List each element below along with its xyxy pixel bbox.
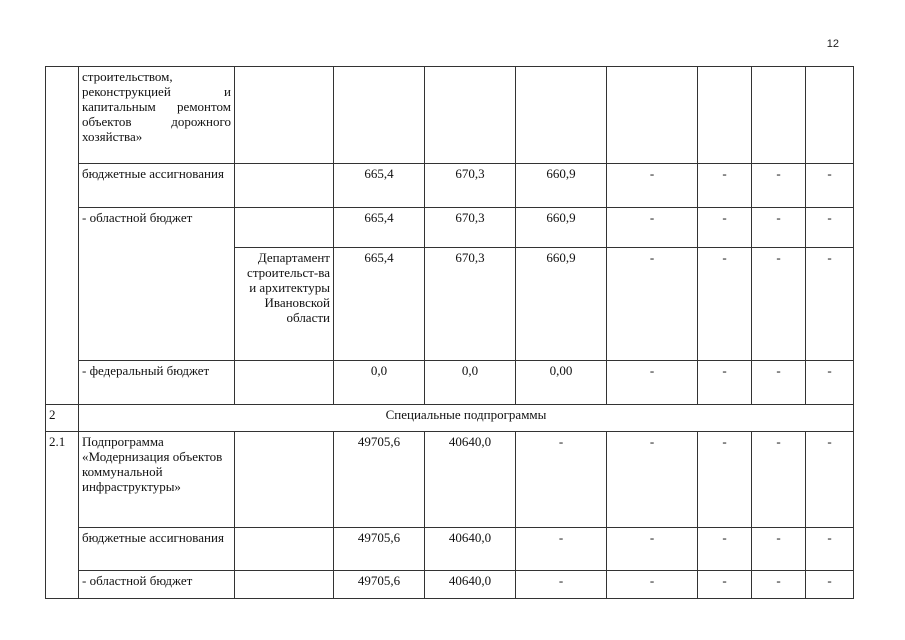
table-row (46, 208, 854, 248)
table-row (46, 361, 854, 405)
program-name-cell: бюджетные ассигнования (79, 528, 235, 571)
value-cell: - (698, 164, 752, 208)
value-cell: - (698, 361, 752, 405)
value-cell: 0,0 (334, 361, 425, 405)
table-row (46, 67, 854, 164)
value-cell: - (752, 248, 806, 361)
value-cell: - (607, 528, 698, 571)
program-name-cell: строительством, реконструкцией и капитальным ремонтом объектов дорожного хозяйства» (79, 67, 235, 164)
value-cell: - (607, 208, 698, 248)
value-cell: - (752, 432, 806, 528)
executor-cell (235, 67, 334, 164)
value-cell (698, 67, 752, 164)
row-number-cell (46, 67, 79, 405)
value-cell: - (698, 528, 752, 571)
program-name-cell: - областной бюджет (79, 571, 235, 599)
value-cell: - (698, 432, 752, 528)
value-cell: - (752, 528, 806, 571)
value-cell: - (607, 361, 698, 405)
value-cell: 660,9 (516, 208, 607, 248)
budget-table (45, 66, 854, 599)
value-cell: 40640,0 (425, 528, 516, 571)
value-cell: - (607, 164, 698, 208)
value-cell: - (806, 571, 854, 599)
executor-cell (235, 432, 334, 528)
value-cell: 665,4 (334, 208, 425, 248)
value-cell: - (806, 361, 854, 405)
value-cell: - (806, 528, 854, 571)
value-cell: - (607, 432, 698, 528)
value-cell (752, 67, 806, 164)
value-cell: - (516, 571, 607, 599)
executor-cell (235, 571, 334, 599)
value-cell: - (607, 248, 698, 361)
row-number-cell: 2.1 (46, 432, 79, 599)
value-cell (334, 67, 425, 164)
value-cell: 665,4 (334, 248, 425, 361)
row-number-cell: 2 (46, 405, 79, 432)
value-cell: 660,9 (516, 164, 607, 208)
value-cell: - (752, 164, 806, 208)
program-name-cell: бюджетные ассигнования (79, 164, 235, 208)
section-header-row (46, 405, 854, 432)
table-row (46, 432, 854, 528)
value-cell: 670,3 (425, 248, 516, 361)
value-cell: - (516, 528, 607, 571)
value-cell: 660,9 (516, 248, 607, 361)
value-cell: - (698, 248, 752, 361)
value-cell: 0,00 (516, 361, 607, 405)
value-cell: - (698, 208, 752, 248)
value-cell: - (752, 208, 806, 248)
table-row (46, 164, 854, 208)
table-row (46, 528, 854, 571)
value-cell: - (752, 571, 806, 599)
executor-cell: Департамент строительст-ва и архитектуры Ивановской области (235, 248, 334, 361)
executor-cell (235, 164, 334, 208)
value-cell: 665,4 (334, 164, 425, 208)
value-cell (806, 67, 854, 164)
value-cell: 40640,0 (425, 432, 516, 528)
value-cell: 670,3 (425, 164, 516, 208)
value-cell: 49705,6 (334, 432, 425, 528)
value-cell: 40640,0 (425, 571, 516, 599)
value-cell (516, 67, 607, 164)
executor-cell (235, 528, 334, 571)
program-name-cell: Подпрограмма «Модернизация объектов коммунальной инфраструктуры» (79, 432, 235, 528)
section-title: Специальные подпрограммы (79, 405, 854, 432)
executor-cell (235, 361, 334, 405)
value-cell: - (607, 571, 698, 599)
value-cell: - (698, 571, 752, 599)
value-cell: - (752, 361, 806, 405)
value-cell: - (516, 432, 607, 528)
value-cell: - (806, 432, 854, 528)
value-cell: 49705,6 (334, 528, 425, 571)
value-cell (607, 67, 698, 164)
program-name-cell: - областной бюджет (79, 208, 235, 361)
table-row (46, 571, 854, 599)
program-name-cell: - федеральный бюджет (79, 361, 235, 405)
value-cell: - (806, 164, 854, 208)
value-cell: - (806, 208, 854, 248)
page-number: 12 (826, 38, 839, 50)
value-cell: 670,3 (425, 208, 516, 248)
value-cell: 49705,6 (334, 571, 425, 599)
value-cell: 0,0 (425, 361, 516, 405)
value-cell: - (806, 248, 854, 361)
value-cell (425, 67, 516, 164)
executor-cell (235, 208, 334, 248)
